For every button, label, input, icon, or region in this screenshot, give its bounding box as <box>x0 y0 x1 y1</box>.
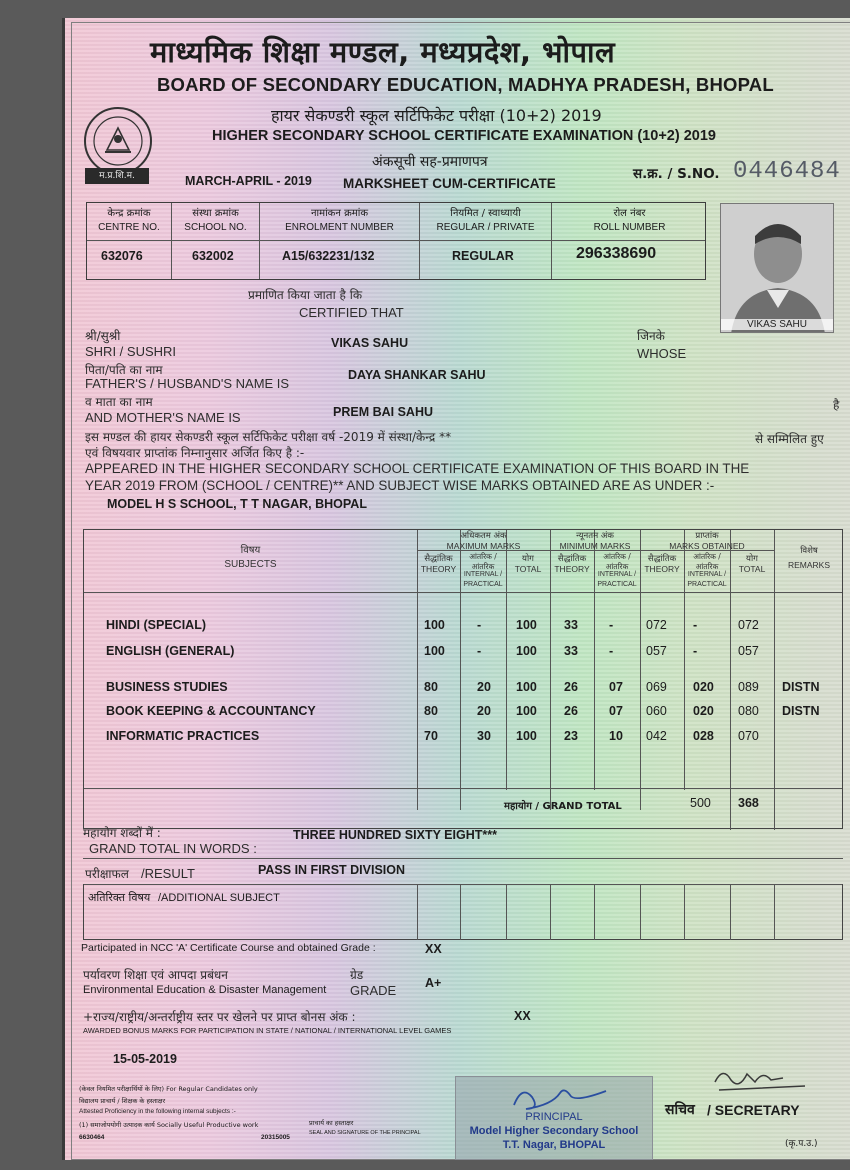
cell-max-tot: 100 <box>516 618 537 632</box>
regular-private-label: REGULAR / PRIVATE <box>436 222 535 233</box>
enrolment-label-hindi: नामांकन क्रमांक <box>310 208 369 219</box>
serial-number-label: स.क्र. / S.NO. <box>633 166 720 182</box>
cell-obt-th: 057 <box>646 644 667 658</box>
footer-note-2: विद्यालय प्राचार्य / शिक्षक के हस्ताक्षर <box>79 1097 166 1105</box>
grand-total-label: महायोग / GRAND TOTAL <box>504 801 622 812</box>
cell-subject: ENGLISH (GENERAL) <box>106 644 235 658</box>
cell-obt-in: 028 <box>693 729 714 743</box>
mother-name: PREM BAI SAHU <box>333 405 434 419</box>
result-label: /RESULT <box>141 866 195 881</box>
exam-session: MARCH-APRIL - 2019 <box>185 174 312 188</box>
cell-min-th: 23 <box>564 729 578 743</box>
exam-title-hindi: हायर सेकण्डरी स्कूल सर्टिफिकेट परीक्षा (10+2) 2019 <box>271 106 602 125</box>
total-subheader: TOTAL <box>514 564 542 574</box>
appeared-line-hindi-2: एवं विषयवार प्राप्तांक निम्नानुसार अर्जित किए है :- <box>85 446 305 460</box>
cell-remark: DISTN <box>782 680 820 694</box>
enrolment-number: A15/632231/132 <box>282 249 375 263</box>
mother-label: AND MOTHER'S NAME IS <box>85 410 241 425</box>
school-number-cell <box>171 203 259 279</box>
min-marks-header: MINIMUM MARKS <box>559 541 631 551</box>
school-number-label: SCHOOL NO. <box>184 222 247 233</box>
cell-subject: INFORMATIC PRACTICES <box>106 729 260 743</box>
appeared-line-english-2: YEAR 2019 FROM (SCHOOL / CENTRE)** AND SUBJECT WISE MARKS OBTAINED ARE AS UNDER :- <box>85 478 715 493</box>
cell-obt-in: - <box>693 644 698 658</box>
min-internal-subheader: INTERNAL / PRACTICAL <box>597 571 637 588</box>
min-internal-subheader-hindi: आंतरिक / आंतरिक <box>603 552 631 571</box>
centre-number: 632076 <box>101 249 143 263</box>
cell-obt-th: 072 <box>646 618 667 632</box>
cell-subject: HINDI (SPECIAL) <box>106 618 206 632</box>
secretary-label: / SECRETARY <box>707 1102 800 1118</box>
cell-obt-th: 060 <box>646 704 667 718</box>
subjects-header-hindi: विषय <box>240 545 261 556</box>
internal-subheader: INTERNAL / PRACTICAL <box>463 571 503 588</box>
mother-label-hindi: व माता का नाम <box>85 395 153 409</box>
board-name-hindi: माध्यमिक शिक्षा मण्डल, मध्यप्रदेश, भोपाल <box>150 35 616 69</box>
cell-max-th: 100 <box>424 618 445 632</box>
stamp-location: T.T. Nagar, BHOPAL <box>502 1139 606 1151</box>
additional-subject-label-hindi: अतिरिक्त विषय <box>88 891 151 904</box>
cell-max-in: 20 <box>477 704 491 718</box>
centre-number-label-hindi: केन्द्र क्रमांक <box>107 208 151 219</box>
grand-total-max: 500 <box>690 796 711 810</box>
centre-number-label: CENTRE NO. <box>98 222 160 233</box>
cell-obt-tot: 070 <box>738 729 759 743</box>
appeared-line-english: APPEARED IN THE HIGHER SECONDARY SCHOOL CERTIFICATE EXAMINATION OF THIS BOARD IN THE <box>85 461 750 476</box>
father-name: DAYA SHANKAR SAHU <box>348 368 486 382</box>
cell-min-th: 26 <box>564 680 578 694</box>
student-name: VIKAS SAHU <box>331 336 409 350</box>
cell-obt-tot: 089 <box>738 680 759 694</box>
seal-label: म.प्र.शि.म. <box>85 168 149 184</box>
cell-min-in: 10 <box>609 729 623 743</box>
result-divider <box>83 858 843 859</box>
cell-max-in: 30 <box>477 729 491 743</box>
theory-subheader: THEORY <box>420 564 457 574</box>
internal-subheader-hindi: आंतरिक / आंतरिक <box>469 552 497 571</box>
cell-obt-th: 069 <box>646 680 667 694</box>
min-theory-subheader: THEORY <box>554 564 590 574</box>
min-marks-header-hindi: न्यूनतम अंक <box>576 531 614 541</box>
footer-note-3: Attested Proficiency in the following internal subjects :- <box>79 1108 236 1115</box>
footer-code-1: 6630464 <box>79 1134 105 1141</box>
enrolment-number-cell <box>259 203 419 279</box>
grade-label: GRADE <box>350 983 397 998</box>
environment-label-hindi: पर्यावरण शिक्षा एवं आपदा प्रबंधन <box>83 968 228 982</box>
obt-theory-subheader: THEORY <box>644 564 680 574</box>
cell-max-tot: 100 <box>516 704 537 718</box>
cell-min-in: - <box>609 618 614 632</box>
cell-max-th: 80 <box>424 704 438 718</box>
environment-grade: A+ <box>425 976 442 990</box>
max-marks-header-hindi: अधिकतम अंक <box>460 531 507 541</box>
marksheet-title-hindi: अंकसूची सह-प्रमाणपत्र <box>372 154 488 170</box>
exam-title-english: HIGHER SECONDARY SCHOOL CERTIFICATE EXAMINATION (10+2) 2019 <box>212 128 716 144</box>
marks-obtained-header: MARKS OBTAINED <box>669 541 745 551</box>
board-seal-icon <box>83 106 153 176</box>
board-name-english: BOARD OF SECONDARY EDUCATION, MADHYA PRADESH, BHOPAL <box>157 74 774 95</box>
cell-obt-in: - <box>693 618 698 632</box>
grand-total-words: THREE HUNDRED SIXTY EIGHT*** <box>293 828 497 842</box>
ncc-label: Participated in NCC 'A' Certificate Course and obtained Grade : <box>81 942 376 954</box>
stamp-school-name: Model Higher Secondary School <box>469 1125 639 1137</box>
grand-total-obtained: 368 <box>738 796 759 810</box>
centre-number-cell <box>87 203 171 279</box>
cell-min-th: 33 <box>564 618 578 632</box>
issue-date: 15-05-2019 <box>113 1052 177 1066</box>
cell-min-in: 07 <box>609 680 623 694</box>
bonus-label-hindi: +राज्य/राष्ट्रीय/अन्तर्राष्ट्रीय स्तर पर खेलने पर प्राप्त बोनस अंक : <box>83 1010 356 1024</box>
marksheet-certificate <box>62 18 850 1160</box>
cell-max-tot: 100 <box>516 644 537 658</box>
cell-subject: BOOK KEEPING & ACCOUNTANCY <box>106 704 316 718</box>
cell-min-in: - <box>609 644 614 658</box>
appeared-line-hindi: इस मण्डल की हायर सेकण्डरी स्कूल सर्टिफिकेट परीक्षा वर्ष -2019 में संस्था/केन्द्र ** <box>85 430 452 444</box>
footer-note-4: (1) समाजोपयोगी उत्पादक कार्य Socially Useful Productive work <box>79 1121 259 1129</box>
obt-internal-subheader: INTERNAL / PRACTICAL <box>687 571 727 588</box>
photo-caption: VIKAS SAHU <box>721 319 833 330</box>
grand-total-words-label-hindi: महायोग शब्दों में : <box>83 826 161 840</box>
appeared-end-hindi: से सम्मिलित हुए <box>755 432 824 446</box>
additional-subject-table <box>83 884 843 940</box>
obt-total-subheader-hindi: योग <box>746 554 758 564</box>
candidate-type: REGULAR <box>452 249 514 263</box>
principal-note-hindi: प्राचार्य का हस्ताक्षर <box>309 1119 354 1127</box>
regular-private-cell <box>419 203 551 279</box>
cell-max-in: - <box>477 644 482 658</box>
whose-label: WHOSE <box>637 346 687 361</box>
obt-total-subheader: TOTAL <box>738 564 766 574</box>
school-name: MODEL H S SCHOOL, T T NAGAR, BHOPAL <box>107 497 367 511</box>
marks-table <box>83 529 843 829</box>
cell-subject: BUSINESS STUDIES <box>106 680 228 694</box>
cell-max-tot: 100 <box>516 680 537 694</box>
remarks-header-hindi: विशेष <box>800 546 818 556</box>
result-label-hindi: परीक्षाफल <box>85 867 129 881</box>
min-theory-subheader-hindi: सैद्धांतिक <box>557 554 587 564</box>
total-subheader-hindi: योग <box>522 554 534 564</box>
father-label: FATHER'S / HUSBAND'S NAME IS <box>85 376 290 391</box>
cell-min-th: 33 <box>564 644 578 658</box>
roll-number-label: ROLL NUMBER <box>593 222 666 233</box>
cell-max-th: 100 <box>424 644 445 658</box>
cell-obt-tot: 072 <box>738 618 759 632</box>
candidate-id-box <box>86 202 706 280</box>
footer-code-2: 20315005 <box>261 1134 290 1141</box>
school-number-label-hindi: संस्था क्रमांक <box>192 208 239 219</box>
bonus-label: AWARDED BONUS MARKS FOR PARTICIPATION IN STATE / NATIONAL / INTERNATIONAL LEVEL GAMES <box>83 1026 452 1035</box>
roll-number-label-hindi: रोल नंबर <box>613 208 646 219</box>
cell-max-tot: 100 <box>516 729 537 743</box>
roll-number: 296338690 <box>576 245 657 262</box>
principal-note: SEAL AND SIGNATURE OF THE PRINCIPAL <box>309 1130 421 1136</box>
cell-obt-tot: 057 <box>738 644 759 658</box>
principal-title: PRINCIPAL <box>525 1111 583 1123</box>
certified-that-hindi: प्रमाणित किया जाता है कि <box>248 288 363 302</box>
cell-obt-in: 020 <box>693 680 714 694</box>
footer-note-1: (केवल नियमित परीक्षार्थियों के लिए) For Regular Candidates only <box>79 1085 258 1093</box>
obt-internal-subheader-hindi: आंतरिक / आंतरिक <box>693 552 721 571</box>
shri-label: SHRI / SUSHRI <box>85 344 177 359</box>
max-marks-header: MAXIMUM MARKS <box>446 541 521 551</box>
shri-label-hindi: श्री/सुश्री <box>85 329 121 343</box>
cell-max-in: - <box>477 618 482 632</box>
marks-obtained-header-hindi: प्राप्तांक <box>695 531 719 541</box>
subjects-header: SUBJECTS <box>224 559 277 570</box>
remarks-header: REMARKS <box>787 560 831 570</box>
obt-theory-subheader-hindi: सैद्धांतिक <box>647 554 677 564</box>
roll-number-cell <box>551 203 707 279</box>
father-label-hindi: पिता/पति का नाम <box>85 363 163 377</box>
bonus-marks: XX <box>514 1009 531 1023</box>
cell-obt-in: 020 <box>693 704 714 718</box>
additional-subject-label: /ADDITIONAL SUBJECT <box>158 892 280 904</box>
regular-private-label-hindi: नियमित / स्वाध्यायी <box>450 208 521 219</box>
cell-min-th: 26 <box>564 704 578 718</box>
certified-that: CERTIFIED THAT <box>299 305 404 320</box>
ncc-grade: XX <box>425 942 442 956</box>
candidate-photo-icon <box>721 204 834 333</box>
corner-code: (कृ.प.उ.) <box>785 1139 818 1149</box>
principal-stamp <box>455 1076 653 1160</box>
marksheet-title-english: MARKSHEET CUM-CERTIFICATE <box>343 176 556 191</box>
cell-max-in: 20 <box>477 680 491 694</box>
cell-remark: DISTN <box>782 704 820 718</box>
cell-max-th: 70 <box>424 729 438 743</box>
secretary-signature-icon <box>709 1060 809 1094</box>
grade-label-hindi: ग्रेड <box>350 968 364 982</box>
cell-obt-tot: 080 <box>738 704 759 718</box>
mother-end-hindi: है <box>833 398 840 412</box>
theory-subheader-hindi: सैद्धांतिक <box>424 554 453 564</box>
grand-total-words-label: GRAND TOTAL IN WORDS : <box>89 841 257 856</box>
school-number: 632002 <box>192 249 234 263</box>
result-value: PASS IN FIRST DIVISION <box>258 863 406 877</box>
cell-min-in: 07 <box>609 704 623 718</box>
serial-number: 0446484 <box>733 158 841 185</box>
cell-max-th: 80 <box>424 680 438 694</box>
cell-obt-th: 042 <box>646 729 667 743</box>
enrolment-label: ENROLMENT NUMBER <box>285 222 394 233</box>
environment-label: Environmental Education & Disaster Management <box>83 984 327 996</box>
secretary-label-hindi: सचिव <box>665 1102 695 1118</box>
whose-label-hindi: जिनके <box>637 329 665 343</box>
candidate-photo <box>720 203 834 333</box>
